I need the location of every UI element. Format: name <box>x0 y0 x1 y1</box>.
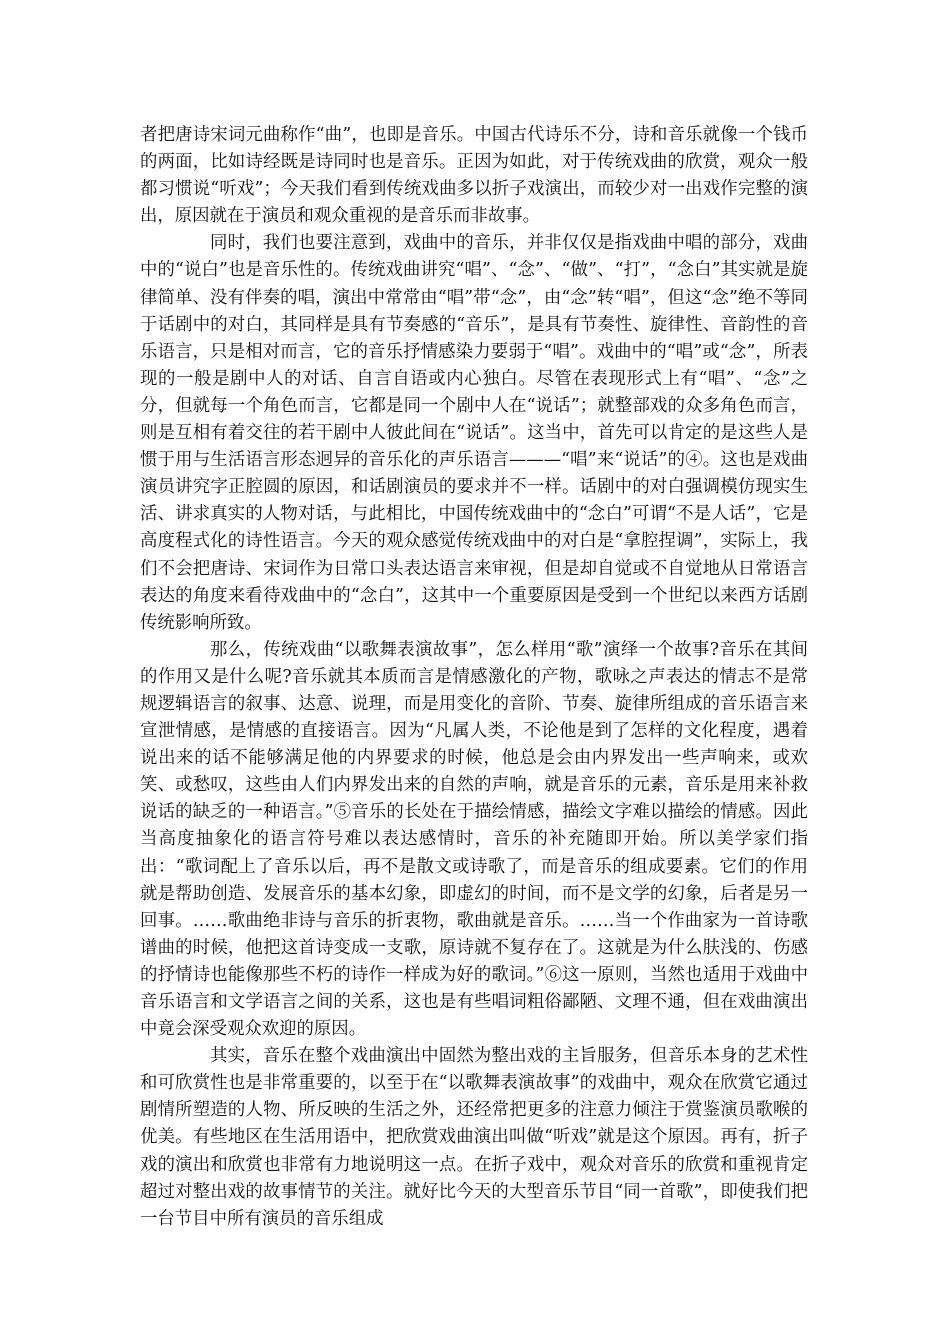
document-page <box>140 122 808 1233</box>
paragraph-1: 者把唐诗宋词元曲称作“曲”，也即是音乐。中国古代诗乐不分，诗和音乐就像一个钱币的两面，比如诗经既是诗同时也是音乐。正因为如此，对于传统戏曲的欣赏，观众一般都习惯说“听戏”；今天我们看到传统戏曲多以折子戏演出，而较少对一出戏作完整的演出，原因就在于演员和观众重视的是音乐而非故事。 <box>140 125 808 227</box>
paragraph-2: 同时，我们也要注意到，戏曲中的音乐，并非仅仅是指戏曲中唱的部分，戏曲中的“说白”也是音乐性的。传统戏曲讲究“唱”、“念”、“做”、“打”，“念白”其实就是旋律简单、没有伴奏的唱，演出中常常由“唱”带“念”，由“念”转“唱”，但这“念”绝不等同于话剧中的对白，其同样是具有节奏感的“音乐”，是具有节奏性、旋律性、音韵性的音乐语言，只是相对而言，它的音乐抒情感染力要弱于“唱”。戏曲中的“唱”或“念”，所表现的一般是剧中人的对话、自言自语或内心独白。尽管在表现形式上有“唱”、“念”之分，但就每一个角色而言，它都是同一个剧中人在“说话”；就整部戏的众多角色而言，则是互相有着交往的若干剧中人彼此间在“说话”。这当中，首先可以肯定的是这些人是惯于用与生活语言形态迥异的音乐化的声乐语言———“唱”来“说话”的④。这也是戏曲演员讲究字正腔圆的原因，和话剧演员的要求并不一样。话剧中的对白强调模仿现实生活、讲求真实的人物对话，与此相比，中国传统戏曲中的“念白”可谓“不是人话”，它是高度程式化的诗性语言。今天的观众感觉传统戏曲中的对白是“拿腔捏调”，实际上，我们不会把唐诗、宋词作为日常口头表达语言来审视，但是却自觉或不自觉地从日常语言表达的角度来看待戏曲中的“念白”，这其中一个重要原因是受到一个世纪以来西方话剧传统影响所致。 <box>140 233 808 633</box>
paragraph-4: 其实，音乐在整个戏曲演出中固然为整出戏的主旨服务，但音乐本身的艺术性和可欣赏性也是非常重要的，以至于在“以歌舞表演故事”的戏曲中，观众在欣赏它通过剧情所塑造的人物、所反映的生活之外，还经常把更多的注意力倾注于赏鉴演员歌喉的优美。有些地区在生活用语中，把欣赏戏曲演出叫做“听戏”就是这个原因。再有，折子戏的演出和欣赏也非常有力地说明这一点。在折子戏中，观众对音乐的欣赏和重视肯定超过对整出戏的故事情节的关注。就好比今天的大型音乐节目“同一首歌”，即使我们把一台节目中所有演员的音乐组成 <box>140 1046 808 1229</box>
paragraph-3: 那么，传统戏曲“以歌舞表演故事”，怎么样用“歌”演绎一个故事?音乐在其间的作用又是什么呢?音乐就其本质而言是情感激化的产物，歌咏之声表达的情志不是常规逻辑语言的叙事、达意、说理，而是用变化的音阶、节奏、旋律所组成的音乐语言来宣泄情感，是情感的直接语言。因为“凡属人类，不论他是到了怎样的文化程度，遇着说出来的话不能够满足他的内界要求的时候，他总是会由内界发出一些声响来，或欢笑、或愁叹，这些由人们内界发出来的自然的声响，就是音乐的元素，音乐是用来补救说话的缺乏的一种语言。”⑤音乐的长处在于描绘情感，描绘文字难以描绘的情感。因此当高度抽象化的语言符号难以表达感情时，音乐的补充随即开始。所以美学家们指出：“歌词配上了音乐以后，再不是散文或诗歌了，而是音乐的组成要素。它们的作用就是帮助创造、发展音乐的基本幻象，即虚幻的时间，而不是文学的幻象，后者是另一回事。……歌曲绝非诗与音乐的折衷物，歌曲就是音乐。……当一个作曲家为一首诗歌谱曲的时候，他把这首诗变成一支歌，原诗就不复存在了。这就是为什么肤浅的、伤感的抒情诗也能像那些不朽的诗作一样成为好的歌词。”⑥这一原则，当然也适用于戏曲中音乐语言和文学语言之间的关系，这也是有些唱词粗俗鄙陋、文理不通，但在戏曲演出中竟会深受观众欢迎的原因。 <box>140 639 808 1040</box>
